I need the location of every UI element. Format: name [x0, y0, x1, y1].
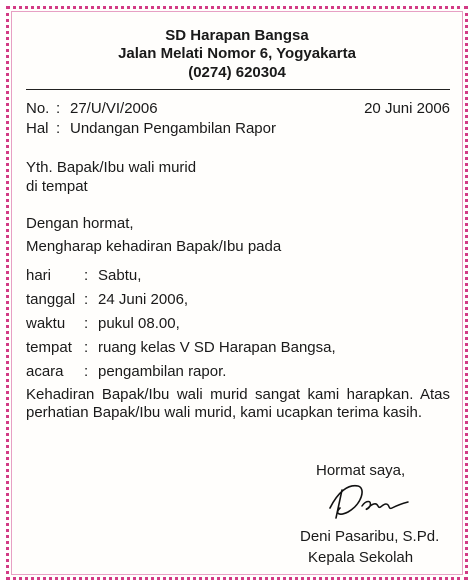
detail-row: [26, 291, 188, 309]
recipient-line-2: di tempat: [26, 178, 88, 195]
detail-colon: :: [84, 339, 89, 356]
school-name: SD Harapan Bangsa: [165, 27, 309, 44]
detail-label: tempat: [26, 339, 72, 356]
subject-colon: :: [56, 120, 61, 137]
detail-label: acara: [26, 363, 64, 380]
signer-title: Kepala Sekolah: [308, 549, 414, 566]
number-value: 27/U/VI/2006: [70, 100, 158, 117]
detail-value: 24 Juni 2006,: [98, 291, 189, 308]
detail-label: waktu: [26, 315, 66, 332]
detail-value: Sabtu,: [98, 267, 142, 284]
detail-colon: :: [84, 363, 89, 380]
detail-colon: :: [84, 267, 89, 284]
detail-label: hari: [26, 267, 52, 284]
detail-row: [26, 363, 226, 381]
detail-value: ruang kelas V SD Harapan Bangsa,: [98, 339, 336, 356]
detail-value: pukul 08.00,: [98, 315, 180, 332]
detail-colon: :: [84, 291, 89, 308]
recipient-line-1: Yth. Bapak/Ibu wali murid: [26, 159, 197, 176]
letter-subject: [26, 120, 276, 138]
school-phone: (0274) 620304: [188, 64, 286, 81]
detail-row: [26, 339, 336, 357]
closing-paragraph: Kehadiran Bapak/Ibu wali murid sangat kami harapkan. Atas perhatian Bapak/Ibu wali murid, kami ucapkan terima kasih.: [26, 386, 450, 421]
number-colon: :: [56, 100, 61, 117]
school-address: Jalan Melati Nomor 6, Yogyakarta: [118, 45, 356, 62]
number-label: No.: [26, 100, 50, 117]
detail-value: pengambilan rapor.: [98, 363, 227, 380]
signer-name: Deni Pasaribu, S.Pd.: [300, 528, 440, 545]
detail-label: tanggal: [26, 291, 76, 308]
closing-salutation: Hormat saya,: [316, 462, 406, 479]
intro-text: Mengharap kehadiran Bapak/Ibu pada: [26, 238, 282, 255]
letter-date: 20 Juni 2006: [364, 100, 450, 117]
detail-row: [26, 315, 180, 333]
detail-colon: :: [84, 315, 89, 332]
letterhead-divider: [26, 89, 450, 90]
letter-number: [26, 100, 158, 118]
subject-value: Undangan Pengambilan Rapor: [70, 120, 276, 137]
handwritten-signature: [318, 478, 412, 524]
detail-row: [26, 267, 141, 285]
subject-label: Hal: [26, 120, 49, 137]
greeting: Dengan hormat,: [26, 215, 134, 232]
